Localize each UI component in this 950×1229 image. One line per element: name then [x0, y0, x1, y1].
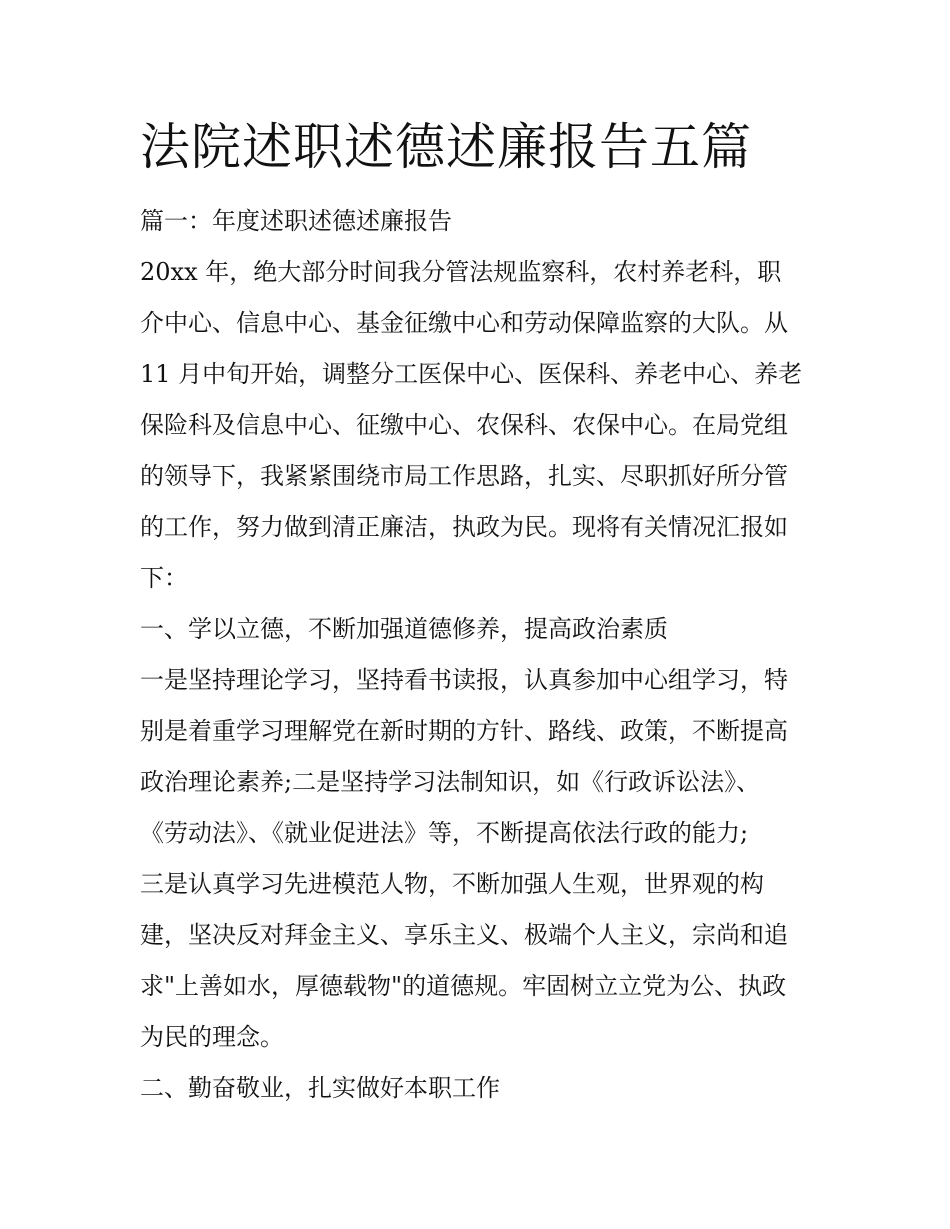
- paragraph-2-line: 求"上善如水，厚德载物"的道德规。牢固树立立党为公、执政: [140, 972, 787, 1000]
- paragraph-1-line: 介中心、信息中心、基金征缴中心和劳动保障监察的大队。从: [140, 309, 788, 337]
- paragraph-2: [140, 655, 815, 1063]
- paragraph-2-line: 政治理论素养;二是坚持学习法制知识，如《行政诉讼法》、: [140, 768, 761, 796]
- document-title: 法院述职述德述廉报告五篇: [140, 118, 752, 176]
- document-body: [140, 196, 815, 1114]
- paragraph-1-line: 的领导下，我紧紧围绕市局工作思路，扎实、尽职抓好所分管: [140, 462, 788, 490]
- paragraph-1-line: 20xx 年，绝大部分时间我分管法规监察科，农村养老科，职: [140, 258, 782, 286]
- paragraph-2-line: 《劳动法》、《就业促进法》等，不断提高依法行政的能力;: [140, 819, 749, 847]
- paragraph-2-line: 三是认真学习先进模范人物，不断加强人生观，世界观的构: [140, 870, 764, 898]
- paragraph-2-line: 建，坚决反对拜金主义、享乐主义、极端个人主义，宗尚和追: [140, 921, 788, 949]
- paragraph-1-line: 的工作，努力做到清正廉洁，执政为民。现将有关情况汇报如: [140, 513, 788, 541]
- paragraph-1-line: 下：: [140, 564, 188, 592]
- subheading: 篇一：年度述职述德述廉报告: [140, 207, 452, 235]
- paragraph-1: [140, 247, 815, 604]
- paragraph-2-line: 别是着重学习理解党在新时期的方针、路线、政策，不断提高: [140, 717, 788, 745]
- paragraph-1-line: 保险科及信息中心、征缴中心、农保科、农保中心。在局党组: [140, 411, 788, 439]
- section-1-heading: 一、学以立德，不断加强道德修养，提高政治素质: [140, 615, 668, 643]
- section-2-heading: 二、勤奋敬业，扎实做好本职工作: [140, 1074, 500, 1102]
- paragraph-1-line: 11 月中旬开始，调整分工医保中心、医保科、养老中心、养老: [140, 360, 803, 388]
- paragraph-2-line: 一是坚持理论学习，坚持看书读报，认真参加中心组学习，特: [140, 666, 788, 694]
- paragraph-2-line: 为民的理念。: [140, 1023, 284, 1051]
